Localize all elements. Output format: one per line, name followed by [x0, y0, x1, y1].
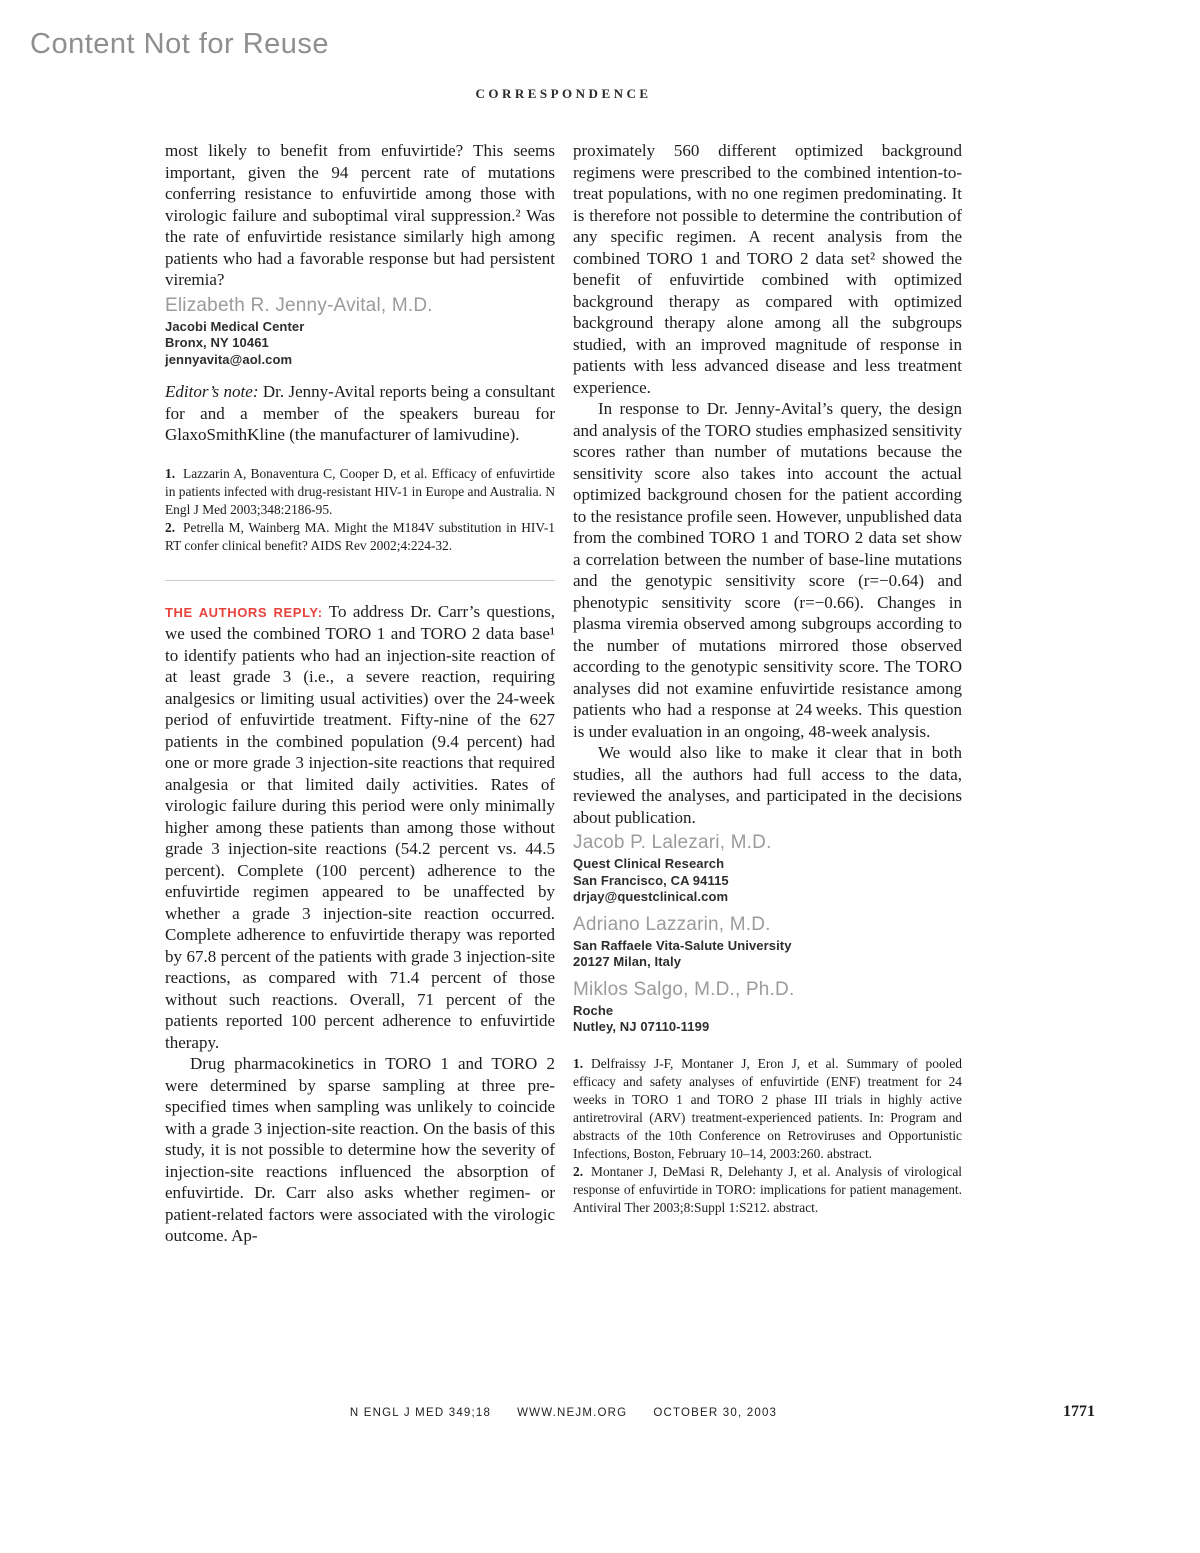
right-column	[573, 140, 962, 1217]
authors-reply-paragraph: Drug pharmacokinetics in TORO 1 and TORO 2 were determined by sparse sampling at three pre-specified times when sampling was unlikely to coincide with a grade 3 injection-site reaction. On the basis of this study, it is not possible to determine how the severity of injection-site reactions influenced the absorption of enfuvirtide. Dr. Carr also asks whether regimen- or patient-related factors were associated with the virologic outcome. Ap-	[165, 1054, 555, 1245]
reference-item	[165, 465, 555, 519]
reference-list	[165, 465, 555, 555]
affiliation-line: Nutley, NJ 07110-1199	[573, 1019, 710, 1034]
affiliation-line: Quest Clinical Research	[573, 856, 725, 871]
editors-note	[165, 381, 555, 446]
affiliation-line: Bronx, NY 10461	[165, 335, 269, 350]
section-divider	[165, 580, 555, 581]
author-affiliation	[165, 319, 555, 369]
page-number: 1771	[1063, 1403, 1095, 1420]
author-name: Adriano Lazzarin, M.D.	[573, 913, 771, 935]
reference-text: Montaner J, DeMasi R, Delehanty J, et al. Analysis of virological response of enfuvirtide in TORO: implications for patient management. Antiviral Ther 2003;8:Suppl 1:S212. abstract.	[573, 1163, 962, 1215]
journal-citation: N ENGL J MED 349;18	[349, 1407, 492, 1419]
reference-number: 1.	[573, 1055, 584, 1071]
authors-reply-text: To address Dr. Carr’s questions, we used the combined TORO 1 and TORO 2 data base¹ to identify patients who had an injection-site reaction of at least grade 3 (i.e., a severe reaction, requiring analgesics or limiting usual activities) over the 24-week period of enfuvirtide treatment. Fifty-nine of the 627 patients in the combined population (9.4 percent) had one or more grade 3 injection-site reactions that required analgesia or that limited daily activities. Rates of virologic failure during this period were only minimally higher among these patients than among those without grade 3 injection-site reactions (54.2 percent vs. 44.5 percent). Complete (100 percent) adherence to the enfuvirtide regimen appeared to be unaffected by whether a grade 3 injection-site reaction occurred. Complete adherence to enfuvirtide therapy was reported by 67.8 percent of the patients with grade 3 injection-site reactions, as compared with 71.4 percent of those without such reactions. Overall, 71 percent of the patients reported 100 percent adherence to enfuvirtide therapy.	[165, 601, 555, 1052]
reference-number: 1.	[165, 465, 176, 481]
reply-continuation-paragraph: proximately 560 different optimized background regimens were prescribed to the combined intention-to-treat populations, with no one regimen predominating. It is therefore not possible to determine the contribution of any specific regimen. A recent analysis from the combined TORO 1 and TORO 2 data set² showed the benefit of enfuvirtide combined with optimized background therapy as compared with optimized background therapy alone among all the subgroups studied, with an improved magnitude of response in patients with less advanced disease and less treatment experience.	[573, 141, 962, 397]
author-affiliation	[573, 1003, 962, 1036]
reference-item	[165, 519, 555, 555]
reference-number: 2.	[573, 1163, 584, 1179]
affiliation-line-email: drjay@questclinical.com	[573, 889, 729, 904]
reference-text: Petrella M, Wainberg MA. Might the M184V substitution in HIV-1 RT confer clinical benefit? AIDS Rev 2002;4:224-32.	[165, 519, 555, 553]
authors-reply-paragraph	[165, 601, 555, 1054]
author-affiliation	[573, 938, 962, 971]
author-affiliation	[573, 856, 962, 906]
content-not-for-reuse-watermark: Content Not for Reuse	[30, 28, 330, 60]
authors-reply-label: THE AUTHORS REPLY:	[165, 604, 323, 620]
reference-text: Lazzarin A, Bonaventura C, Cooper D, et al. Efficacy of enfuvirtide in patients infected with drug-resistant HIV-1 in Europe and Australia. N Engl J Med 2003;348:2186-95.	[165, 465, 555, 517]
affiliation-line: Roche	[573, 1002, 614, 1018]
affiliation-line: Jacobi Medical Center	[165, 318, 305, 334]
reference-item	[573, 1055, 962, 1163]
author-name: Elizabeth R. Jenny-Avital, M.D.	[165, 294, 433, 316]
author-name: Jacob P. Lalezari, M.D.	[573, 832, 772, 853]
editors-note-text: Dr. Jenny-Avital reports being a consultant for and a member of the speakers bureau for GlaxoSmithKline (the manufacturer of lamivudine).	[165, 382, 556, 444]
affiliation-line-email: jennyavita@aol.com	[165, 351, 293, 367]
left-column	[165, 140, 555, 1247]
letter-continuation-paragraph: most likely to benefit from enfuvirtide? This seems important, given the 94 percent rate of mutations conferring resistance to enfuvirtide among those with virologic failure and suboptimal viral suppression.² Was the rate of enfuvirtide resistance similarly high among patients who had a favorable response but had persistent viremia?	[165, 141, 555, 289]
affiliation-line: 20127 Milan, Italy	[573, 954, 682, 969]
correspondence-section-title: CORRESPONDENCE	[475, 86, 652, 101]
reference-text: Delfraissy J-F, Montaner J, Eron J, et al. Summary of pooled efficacy and safety analyses of enfuvirtide (ENF) treatment for 24 weeks in TORO 1 and TORO 2 phase III trials in highly active antiretroviral (ARV) treatment-experienced patients. In: Program and abstracts of the 10th Conference on Retroviruses and Opportunistic Infections, Boston, February 10–14, 2003:260. abstract.	[573, 1055, 962, 1161]
reference-item	[573, 1163, 962, 1217]
affiliation-line: San Francisco, CA 94115	[573, 872, 729, 888]
issue-date: OCTOBER 30, 2003	[653, 1407, 778, 1419]
reply-paragraph: We would also like to make it clear that in both studies, all the authors had full access to the data, reviewed the analyses, and participated in the decisions about publication.	[573, 743, 962, 827]
page-footer	[165, 1407, 962, 1419]
reply-paragraph: In response to Dr. Jenny-Avital’s query, the design and analysis of the TORO studies emphasized sensitivity scores rather than number of mutations because the sensitivity score also takes into account the actual optimized background chosen for the patient according to the resistance profile seen. However, unpublished data from the combined TORO 1 and TORO 2 data set show a correlation between the number of base-line mutations and the genotypic sensitivity score (r=−0.64) and phenotypic sensitivity score (r=−0.66). Changes in plasma viremia observed among subgroups according to the number of mutations mirrored those observed according to the genotypic sensitivity score. The TORO analyses did not examine enfuvirtide resistance among patients who had a response at 24 weeks. This question is under evaluation in an ongoing, 48-week analysis.	[573, 399, 962, 741]
affiliation-line: San Raffaele Vita-Salute University	[573, 937, 792, 953]
editors-note-label: Editor’s note:	[165, 382, 259, 401]
reference-number: 2.	[165, 519, 176, 535]
reference-list	[573, 1055, 962, 1217]
author-name: Miklos Salgo, M.D., Ph.D.	[573, 978, 795, 1000]
authors-reply-section	[165, 601, 555, 1247]
journal-url: WWW.NEJM.ORG	[517, 1407, 628, 1419]
